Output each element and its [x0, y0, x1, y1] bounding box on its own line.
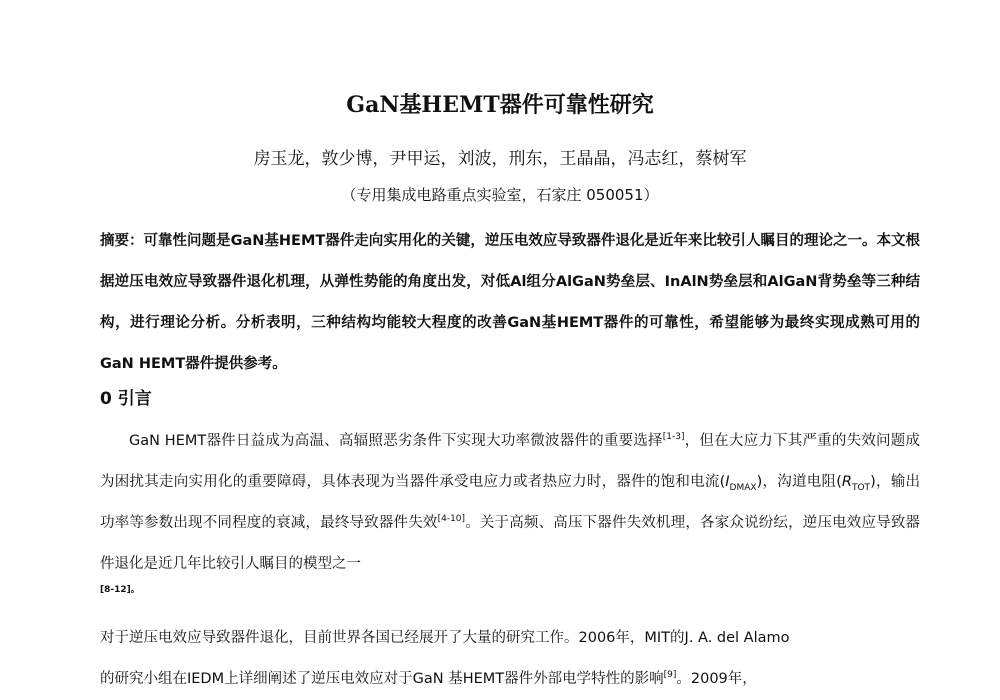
- abstract-text: 可靠性问题是GaN基HEMT器件走向实用化的关键，逆压电效应导致器件退化是近年来比较引人瞩目的理论之一。本文根据逆压电效应导致器件退化机理，从弹性势能的角度出发，对低Al组分AlGaN势垒层、InAlN势垒层和AlGaN背势垒等三种结构，进行理论分析。分析表明，三种结构均能较大程度的改善GaN基HEMT器件的可靠性，希望能够为最终实现成熟可用的GaN HEMT器件提供参考。: [100, 233, 921, 372]
- subscript-dmax: DMAX: [729, 482, 757, 493]
- second-text-a: 的研究小组在IEDM上详细阐述了逆压电效应对于GaN 基HEMT器件外部电学特性的影响: [100, 671, 664, 687]
- intro-paragraph: [100, 421, 920, 585]
- second-text-b: 。2009年，: [676, 671, 757, 687]
- affiliation: （专用集成电路重点实验室，石家庄 050051）: [341, 186, 659, 204]
- second-paragraph-line-1: 对于逆压电效应导致器件退化，目前世界各国已经展开了大量的研究工作。2006年，MIT的J. A. del Alamo: [100, 630, 790, 646]
- second-paragraph: [100, 618, 920, 700]
- citation-4-10: [4-10]: [437, 514, 466, 525]
- author-list: 房玉龙，敦少博，尹甲运，刘波，刑东，王晶晶，冯志红，蔡树军: [253, 149, 747, 169]
- citation-1-3: [1-3]: [662, 432, 685, 443]
- citation-line: [100, 582, 140, 595]
- abstract: [100, 221, 920, 385]
- abstract-label: 摘要：: [100, 233, 144, 249]
- citation-9: [9]: [663, 670, 677, 681]
- section-heading: 0 引言: [100, 389, 152, 409]
- intro-text-5: 。关于高频、高压下器件失效机理，各家众说纷纭，逆压电效应导致器件退化是近几年比较引人瞩目的模型之一: [100, 515, 921, 572]
- intro-text-2: ，但在大应力下其严重的失效问题成为困扰其走向实用化的重要障碍，具体表现为当器件承受电应力或者热应力时，器件的饱和电流(: [100, 433, 920, 490]
- intro-text-3: )，沟道电阻(: [756, 474, 842, 490]
- intro-text-4: )，输出功率等参数出现不同程度的衰减，最终导致器件失效: [100, 474, 920, 531]
- citation-8-12: [8-12]: [100, 585, 131, 595]
- intro-text-6: 。: [130, 585, 140, 595]
- symbol-i: I: [725, 474, 730, 490]
- subscript-tot: TOT: [851, 482, 871, 493]
- symbol-r: R: [841, 474, 852, 490]
- intro-text-1: GaN HEMT器件日益成为高温、高辐照恶劣条件下实现大功率微波器件的重要选择: [129, 433, 663, 449]
- paper-title: GaN基HEMT器件可靠性研究: [346, 92, 654, 118]
